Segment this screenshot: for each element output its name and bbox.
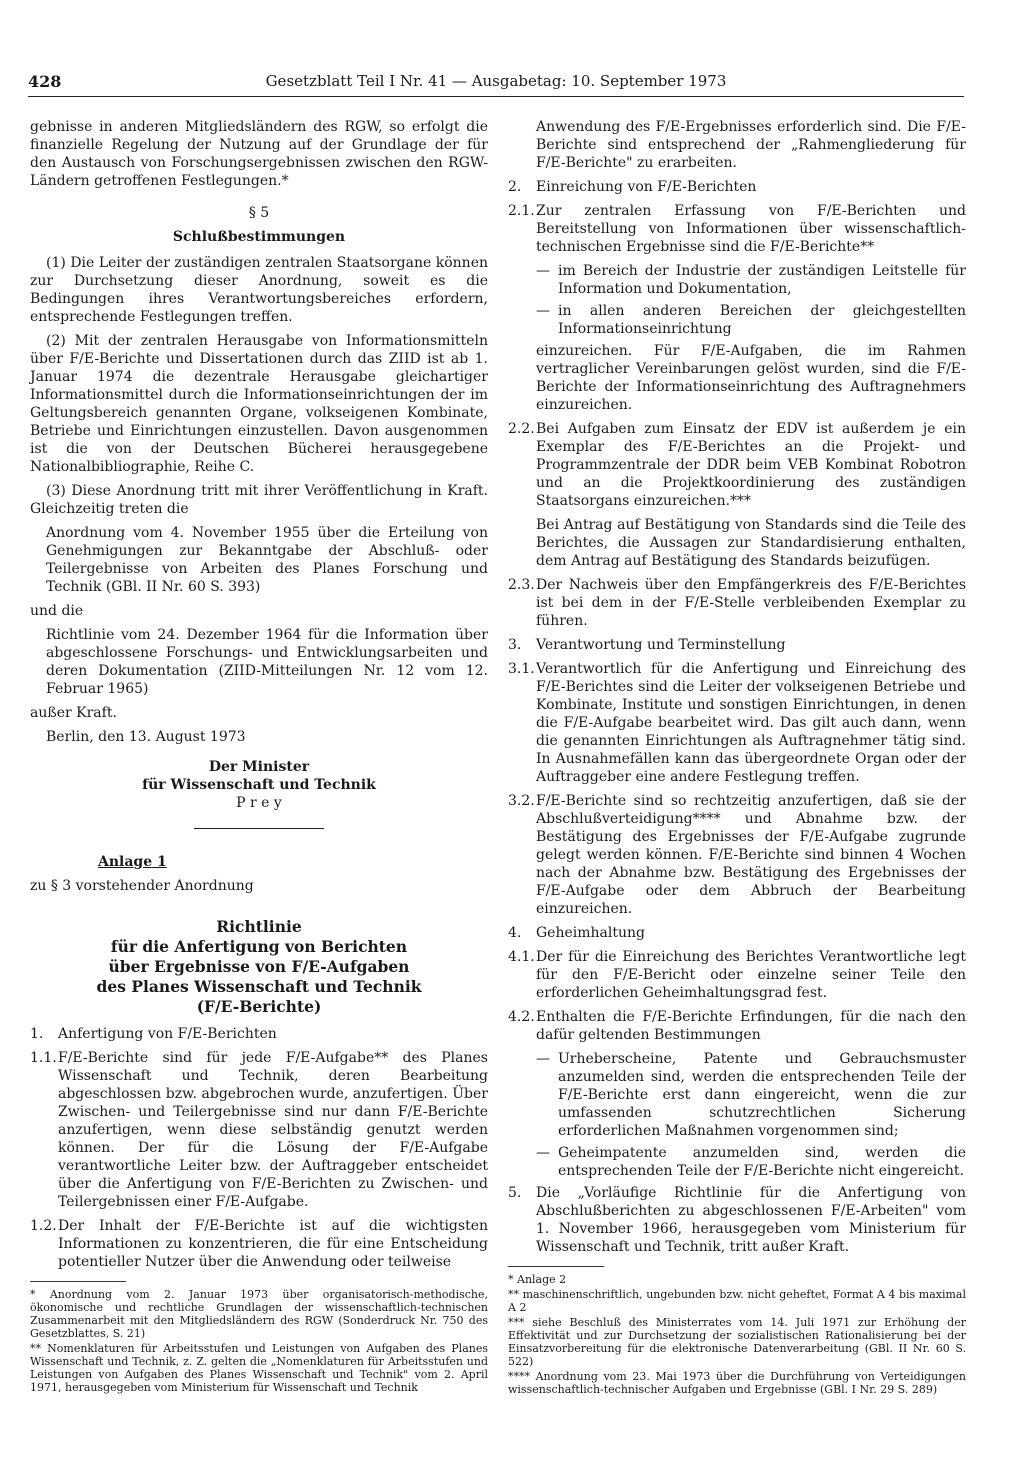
footnote-3: *** siehe Beschluß des Ministerrates vom 14. Juli 1971 zur Erhöhung der Effektivität und zur Durchsetzung der sozialistischen Rationalisierung bei der Einsatzvorbereitung für die elektronische Datenverarbeitung (GBl. II Nr. 60 S. 522) — [508, 1316, 966, 1368]
item-text: Der für die Einreichung des Berichtes Verantwortliche legt für den F/E-Bericht oder einzelne seiner Teile den erforderlichen Geheimhaltungsgrad fest. — [536, 949, 966, 1001]
item-number: 4. — [508, 925, 522, 941]
item-text: Die „Vorläufige Richtlinie für die Anfertigung von Abschlußberichten zu abgeschlossenen F/E-Arbeiten" vom 1. November 1966, herausgegeben vom Ministerium für Wissenschaft und Technik, tritt außer Kraft. — [536, 1185, 966, 1255]
item-text: Der Nachweis über den Empfängerkreis des F/E-Berichtes ist bei dem in der F/E-Stelle verbleibenden Exemplar zu führen. — [536, 577, 966, 629]
footnote-1: * Anlage 2 — [508, 1273, 567, 1286]
item-number: 5. — [508, 1185, 522, 1201]
item-text: Enthalten die F/E-Berichte Erfindungen, für die nach den dafür geltenden Bestimmungen — [536, 1009, 966, 1043]
item-number: 1.2. — [30, 1218, 57, 1234]
footnote-rule — [30, 1281, 126, 1282]
left-column — [30, 118, 488, 1396]
dash-text: Geheimpatente anzumelden sind, werden die entsprechenden Teile der F/E-Berichte nicht eingereicht. — [558, 1145, 966, 1179]
item-text: Der Inhalt der F/E-Berichte ist auf die wichtigsten Informationen zu konzentrieren, die für eine Entscheidung potentieller Nutzer über die Anwendung oder teilweise — [58, 1218, 488, 1270]
minister-name: P r e y — [236, 795, 282, 811]
dash-text: Urheberscheine, Patente und Gebrauchsmuster anzumelden sind, werden die entsprechenden Teile der F/E-Berichte erst dann eingereicht, wenn die zur umfassenden schutzrechtlichen Sicherung erforderlichen Maßnahmen vorgenommen sind; — [558, 1051, 966, 1139]
section-number: § 5 — [248, 205, 270, 221]
paragraph-2: (2) Mit der zentralen Herausgabe von Informationsmitteln über F/E-Berichte und Dissertationen durch das ZIID ist ab 1. Januar 1974 die dezentrale Herausgabe gleichartiger Informationsmittel durch die Informationseinrichtungen der im Geltungsbereich genannten Organe, volkseigenen Kombinate, Betriebe und Einrichtungen einzustellen. Davon ausgenommen ist die von der Deutschen Bücherei herausgegebene Nationalbibliographie, Reihe C. — [30, 333, 488, 475]
dash-text: in allen anderen Bereichen der gleichgestellten Informationseinrichtung — [558, 303, 966, 337]
dash-marker: — — [536, 1051, 550, 1067]
guideline-title-1: Richtlinie — [216, 917, 302, 936]
right-column — [508, 118, 966, 1398]
footnote-rule — [508, 1266, 604, 1267]
item-number: 4.1. — [508, 949, 535, 965]
and-the: und die — [30, 603, 84, 619]
item-5 — [508, 1184, 966, 1256]
dash-text: im Bereich der Industrie der zuständigen Leitstelle für Information und Dokumentation, — [558, 263, 966, 297]
item-number: 3.2. — [508, 793, 535, 809]
item-3-2 — [508, 792, 966, 918]
item-number: 4.2. — [508, 1009, 535, 1025]
item-3 — [508, 636, 966, 654]
item-2-1 — [508, 202, 966, 256]
dash-marker: — — [536, 303, 550, 319]
item-4-1 — [508, 948, 966, 1002]
item-text: Anfertigung von F/E-Berichten — [58, 1026, 277, 1042]
item-4 — [508, 924, 966, 942]
item-2-3 — [508, 576, 966, 630]
footnote-1: * Anordnung vom 2. Januar 1973 über organisatorisch-methodische, ökonomische und rechtliche Grundlagen der wissenschaftlich-technischen Zusammenarbeit mit den Mitgliedsländern des RGW (Sonderdruck Nr. 750 des Gesetzblattes, S. 21) — [30, 1288, 488, 1340]
item-text: Verantwortung und Terminstellung — [536, 637, 786, 653]
quoted-regulation-1: Anordnung vom 4. November 1955 über die Erteilung von Genehmigungen zur Bekanntgabe der Abschluß- oder Teilergebnisse von Arbeiten des Planes Forschung und Technik (GBl. II Nr. 60 S. 393) — [46, 525, 488, 595]
item-number: 2. — [508, 179, 522, 195]
footnote-2: ** Nomenklaturen für Arbeitsstufen und Leistungen von Aufgaben des Planes Wissenschaft und Technik, z. Z. gelten die „Nomenklaturen für Arbeitsstufen und Leistungen von Aufgaben des Planes Wissenschaft und Technik" vom 2. April 1971, herausgegeben vom Ministerium für Wissenschaft und Technik — [30, 1342, 488, 1394]
item-2-2 — [508, 420, 966, 510]
continued-paragraph: Anwendung des F/E-Ergebnisses erforderlich sind. Die F/E-Berichte sind entsprechend der „Rahmengliederung für F/E-Berichte" zu erarbeiten. — [536, 119, 966, 171]
guideline-title-2: für die Anfertigung von Berichten — [110, 937, 408, 956]
guideline-title — [30, 917, 488, 1017]
item-1 — [30, 1025, 488, 1043]
annex-reference: zu § 3 vorstehender Anordnung — [30, 878, 254, 894]
item-number: 3.1. — [508, 661, 535, 677]
item-2 — [508, 178, 966, 196]
item-2-2-continued: Bei Antrag auf Bestätigung von Standards sind die Teile des Berichtes, die Aussagen zur Standardisierung enthalten, dem Antrag auf Bestätigung des Standards beizufügen. — [536, 517, 966, 569]
annex-label: Anlage 1 — [98, 854, 167, 870]
page-header — [28, 72, 964, 96]
quoted-regulation-2: Richtlinie vom 24. Dezember 1964 für die Information über abgeschlossene Forschungs- und Entwicklungsarbeiten und deren Dokumentation (ZIID-Mitteilungen Nr. 12 vom 12. Februar 1965) — [46, 627, 488, 697]
intro-paragraph: gebnisse in anderen Mitgliedsländern des RGW, so erfolgt die finanzielle Regelung der Nutzung auf der Grundlage der für den Austausch von Forschungsergebnissen zwischen den RGW-Ländern getroffenen Festlegungen.* — [30, 119, 488, 189]
item-1-1 — [30, 1049, 488, 1211]
header-rule — [28, 96, 964, 97]
out-of-force: außer Kraft. — [30, 705, 117, 721]
item-text: F/E-Berichte sind so rechtzeitig anzufertigen, daß sie der Abschlußverteidigung**** und Abnahme bzw. der Bestätigung des Ergebnisses der F/E-Aufgabe zugrunde gelegt werden können. F/E-Berichte sind binnen 4 Wochen nach der Abnahme bzw. Bestätigung des Ergebnisses der F/E-Aufgabe oder dem Abbruch der Bearbeitung einzureichen. — [536, 793, 966, 917]
item-number: 1.1. — [30, 1050, 57, 1066]
minister-line-2: für Wissenschaft und Technik — [142, 777, 376, 793]
page-number: 428 — [28, 72, 62, 91]
dash-item — [536, 1144, 966, 1180]
item-number: 2.1. — [508, 203, 535, 219]
item-text: Einreichung von F/E-Berichten — [536, 179, 757, 195]
guideline-title-5: (F/E-Berichte) — [196, 997, 322, 1016]
footnote-2: ** maschinenschriftlich, ungebunden bzw. nicht geheftet, Format A 4 bis maximal A 2 — [508, 1288, 966, 1314]
item-text: Bei Aufgaben zum Einsatz der EDV ist außerdem je ein Exemplar des F/E-Berichtes an die Projekt- und Programmzentrale der DDR beim VEB Kombinat Robotron und an die Projektkoordinierung des zuständigen Staatsorgans einzureichen.*** — [536, 421, 966, 509]
item-1-2 — [30, 1217, 488, 1271]
guideline-title-4: des Planes Wissenschaft und Technik — [96, 977, 422, 996]
item-4-2 — [508, 1008, 966, 1044]
dash-item — [536, 302, 966, 338]
item-text: Zur zentralen Erfassung von F/E-Berichten und Bereitstellung von Informationen über wissenschaftlich-technischen Ergebnisse sind die F/E-Berichte** — [536, 203, 966, 255]
item-text: Verantwortlich für die Anfertigung und Einreichung des F/E-Berichtes sind die Leiter der volkseigenen Betriebe und Kombinate, Institute und sonstigen Einrichtungen, in denen die F/E-Aufgabe bearbeitet wird. Das gilt auch dann, wenn die genannten Einrichtungen als Auftragnehmer tätig sind. In Ausnahmefällen kann das übergeordnete Organ oder der Auftraggeber eine andere Festlegung treffen. — [536, 661, 966, 785]
item-3-1 — [508, 660, 966, 786]
dash-item — [536, 1050, 966, 1140]
item-number: 1. — [30, 1026, 44, 1042]
item-2-1-continued: einzureichen. Für F/E-Aufgaben, die im Rahmen vertraglicher Vereinbarungen gelöst wurden, sind die F/E-Berichte der Informationseinrichtung des Auftragnehmers einzureichen. — [536, 343, 966, 413]
paragraph-1: (1) Die Leiter der zuständigen zentralen Staatsorgane können zur Durchsetzung dieser Anordnung, soweit es die Bedingungen ihres Verantwortungsbereiches erfordern, entsprechende Festlegungen treffen. — [30, 255, 488, 325]
paragraph-3: (3) Diese Anordnung tritt mit ihrer Veröffentlichung in Kraft. Gleichzeitig treten die — [30, 483, 488, 517]
section-title: Schlußbestimmungen — [172, 229, 346, 245]
item-text: Geheimhaltung — [536, 925, 645, 941]
minister-line-1: Der Minister — [208, 759, 310, 775]
dash-marker: — — [536, 1145, 550, 1161]
signature-rule — [194, 828, 324, 829]
item-number: 2.2. — [508, 421, 535, 437]
dash-item — [536, 262, 966, 298]
item-number: 3. — [508, 637, 522, 653]
guideline-title-3: über Ergebnisse von F/E-Aufgaben — [108, 957, 410, 976]
item-number: 2.3. — [508, 577, 535, 593]
header-title: Gesetzblatt Teil I Nr. 41 — Ausgabetag: 10. September 1973 — [265, 72, 727, 90]
footnote-4: **** Anordnung vom 23. Mai 1973 über die Durchführung von Verteidigungen wissenschaftlich-technischer Aufgaben und Ergebnisse (GBl. I Nr. 29 S. 289) — [508, 1370, 966, 1396]
item-text: F/E-Berichte sind für jede F/E-Aufgabe** des Planes Wissenschaft und Technik, deren Bearbeitung abgeschlossen bzw. abgebrochen wurde, anzufertigen. Über Zwischen- und Teilergebnisse sind nur dann F/E-Berichte anzufertigen, wenn diese selbständig genutzt werden können. Der für die Lösung der F/E-Aufgabe verantwortliche Leiter bzw. der Auftraggeber entscheidet über die Anfertigung von F/E-Berichten zu Zwischen- und Teilergebnissen einer F/E-Aufgabe. — [58, 1050, 488, 1210]
dash-marker: — — [536, 263, 550, 279]
signing-date: Berlin, den 13. August 1973 — [46, 729, 246, 745]
